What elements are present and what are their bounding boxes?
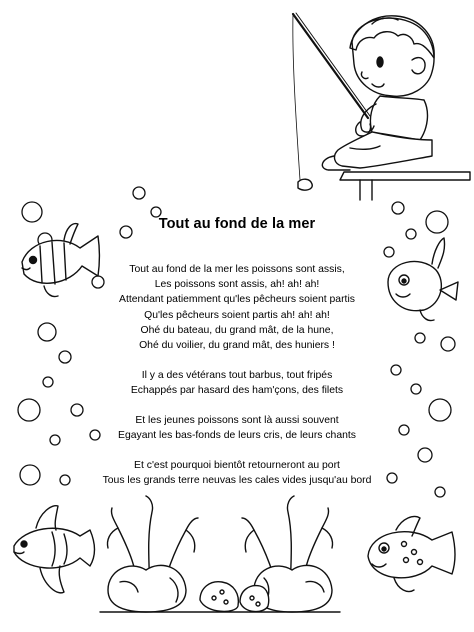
poem-line: Et les jeunes poissons sont là aussi souvent	[135, 414, 339, 426]
spotted-fish-illustration	[368, 517, 455, 592]
poem-stanza	[0, 458, 474, 488]
poem-line: Ohé du bateau, du grand mât, de la hune,	[140, 324, 334, 336]
poem-stanza	[0, 262, 474, 353]
angelfish-illustration	[14, 506, 95, 593]
poem-line: Attendant patiemment qu'les pêcheurs soient partis	[119, 294, 355, 306]
boy-fishing-illustration	[293, 13, 470, 200]
coral-reef-illustration	[100, 496, 340, 612]
poem-line: Tout au fond de la mer les poissons sont assis,	[129, 264, 345, 275]
poem-line: Les poissons sont assis, ah! ah! ah!	[154, 279, 320, 291]
poem-line: Il y a des vétérans tout barbus, tout fripés	[141, 369, 333, 381]
poem-line: Qu'les pêcheurs soient partis ah! ah! ah!	[144, 309, 330, 321]
poem-line: Et c'est pourquoi bientôt retourneront au port	[134, 459, 340, 471]
poem-line: Ohé du voilier, du grand mât, des huniers !	[139, 340, 335, 352]
poem-line: Tous les grands terre neuvas les cales vides jusqu'au bord	[102, 474, 372, 486]
poem-line: Echappés par hasard des ham'çons, des filets	[130, 384, 344, 396]
poem-line: Egayant les bas-fonds de leurs cris, de leurs chants	[118, 429, 356, 441]
poem-title: Tout au fond de la mer	[158, 216, 316, 232]
poem-body	[0, 262, 474, 502]
poem-stanza	[0, 413, 474, 443]
poem-stanza	[0, 368, 474, 398]
